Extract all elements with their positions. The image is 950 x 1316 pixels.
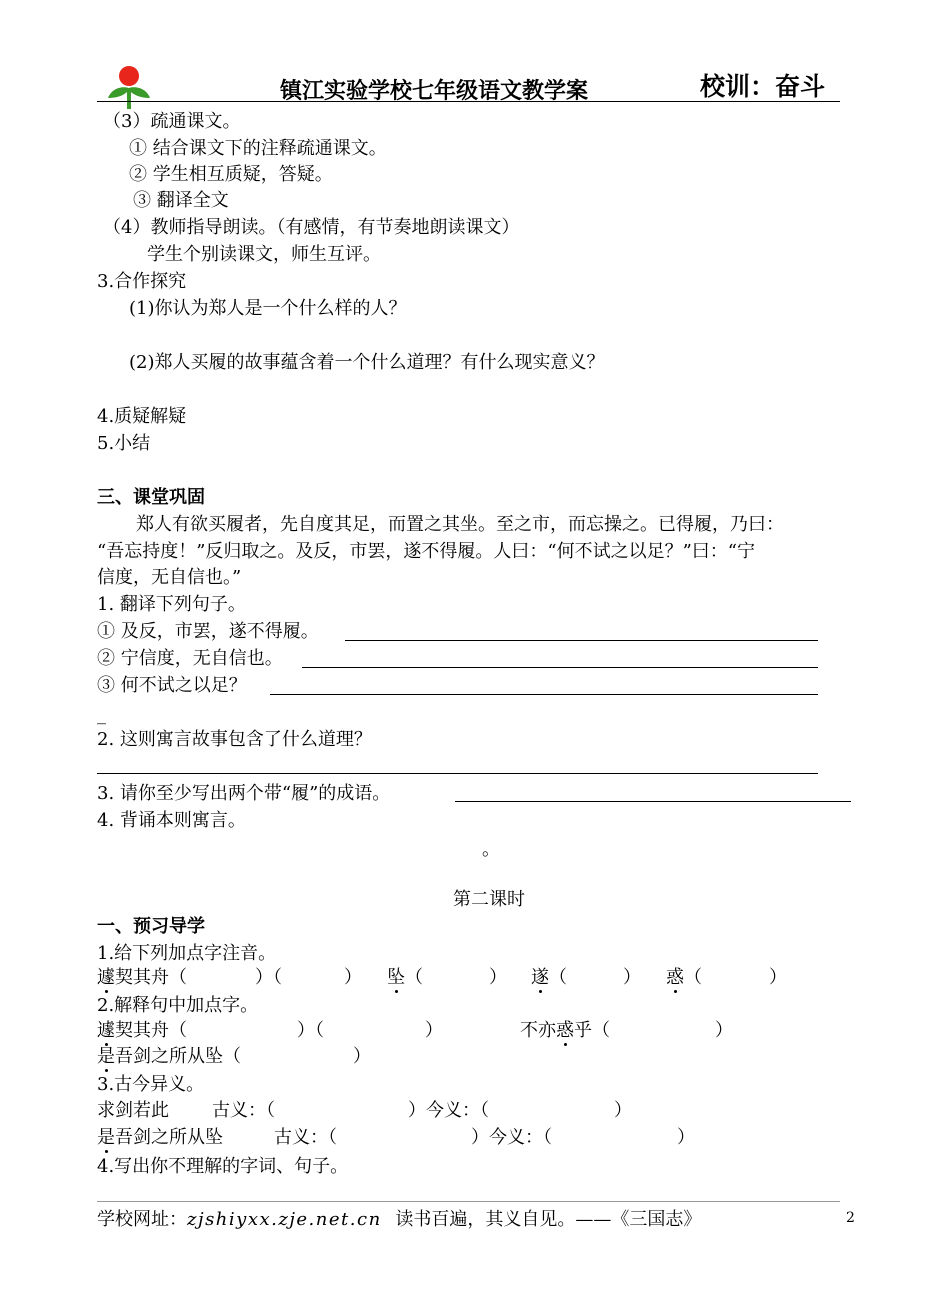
site-url[interactable]: zjshiyxx.zje.net.cn (187, 1209, 382, 1230)
dotted-char: 惑 (556, 1020, 574, 1041)
dotted-char: 遽 (97, 1020, 115, 1041)
answer-line-2[interactable] (302, 667, 818, 668)
step-3-item-1: ① 结合课文下的注释疏通课文。 (129, 138, 387, 159)
footer-quote: 读书百遍，其义自见。——《三国志》 (395, 1209, 702, 1230)
page-number: 2 (846, 1210, 855, 1226)
section-question-answer: 4.质疑解疑 (97, 406, 187, 427)
translate-item-2: ② 宁信度，无自信也。 (97, 648, 283, 669)
passage-line-2: “吾忘持度！”反归取之。及反，市罢，遂不得履。人曰：“何不试之以足？”曰：“宁 (97, 541, 756, 562)
explain-row-2: 是吾剑之所从坠（ ） (97, 1046, 371, 1067)
dotted-char: 是 (97, 1046, 115, 1067)
dotted-char: 坠 (387, 967, 405, 988)
passage-line-1: 郑人有欲买履者，先自度其足，而置之其坐。至之市，而忘操之。已得履，乃曰： (136, 514, 784, 535)
consolidate-heading: 三、课堂巩固 (97, 487, 205, 508)
moral-question: 2. 这则寓言故事包含了什么道理？ (97, 729, 372, 750)
dotted-char: 遂 (531, 967, 549, 988)
section-summary: 5.小结 (97, 433, 151, 454)
unclear-words-question: 4.写出你不理解的字词、句子。 (97, 1156, 349, 1177)
lesson-2-title: 第二课时 (453, 889, 525, 910)
dotted-char: 遽 (97, 967, 115, 988)
answer-line-4[interactable] (97, 773, 818, 774)
footer (97, 1208, 701, 1232)
answer-line-5[interactable] (455, 801, 851, 802)
header-rule (97, 101, 840, 102)
answer-line-1[interactable] (345, 640, 818, 641)
passage-line-3: 信度，无自信也。” (97, 567, 242, 588)
idiom-question: 3. 请你至少写出两个带“履”的成语。 (97, 783, 391, 804)
translate-item-1: ① 及反，市罢，遂不得履。 (97, 621, 319, 642)
pinyin-question: 1.给下列加点字注音。 (97, 943, 277, 964)
school-logo (104, 64, 154, 110)
ancient-modern-row-1: 求剑若此 古义：（ ）今义：（ ） (97, 1100, 632, 1121)
explain-row-1: 遽契其舟（ ）（ ） 不亦惑乎（ ） (97, 1020, 733, 1041)
step-3-item-2: ② 学生相互质疑，答疑。 (129, 164, 333, 185)
translate-item-3: ③ 何不试之以足？ (97, 675, 247, 696)
coop-title: 3.合作探究 (97, 271, 187, 292)
school-motto: 校训：奋斗 (700, 72, 826, 101)
translate-question: 1. 翻译下列句子。 (97, 594, 246, 615)
stray-underscore: _ (97, 704, 106, 725)
recite-task: 4. 背诵本则寓言。 (97, 810, 246, 831)
ancient-modern-row-2: 是吾剑之所从坠 古义：（ ）今义：（ ） (97, 1127, 695, 1148)
end-mark: 。 (482, 839, 500, 860)
dotted-char: 惑 (666, 967, 684, 988)
footer-rule (97, 1201, 840, 1202)
dotted-char: 是 (97, 1127, 115, 1148)
site-label: 学校网址： (97, 1209, 187, 1230)
explain-question: 2.解释句中加点字。 (97, 995, 259, 1016)
step-3-item-3: ③ 翻译全文 (133, 190, 229, 211)
preview-heading: 一、预习导学 (97, 916, 205, 937)
step-4: （4）教师指导朗读。（有感情，有节奏地朗读课文） (103, 217, 520, 238)
answer-line-3[interactable] (270, 694, 818, 695)
pinyin-blank-close: ）（ (255, 967, 282, 988)
ancient-modern-question: 3.古今异义。 (97, 1074, 205, 1095)
step-4-note: 学生个别读课文，师生互评。 (147, 244, 381, 265)
coop-question-1: (1)你认为郑人是一个什么样的人？ (129, 298, 407, 319)
step-3: （3）疏通课文。 (103, 111, 241, 132)
coop-question-2: (2)郑人买履的故事蕴含着一个什么道理？有什么现实意义？ (129, 352, 605, 373)
pinyin-row: 遽契其舟（ ）（ ） 坠（ ） 遂（ ） 惑（ ） (97, 967, 787, 988)
page-title: 镇江实验学校七年级语文教学案 (280, 78, 589, 104)
